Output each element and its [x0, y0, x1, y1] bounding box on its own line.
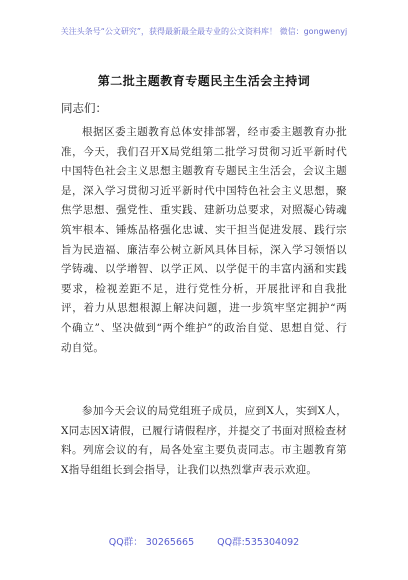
- header-banner: 关注头条号“公文研究”，获得最新最全最专业的公文资料库！ 微信：gongwenyj: [60, 27, 348, 36]
- footer-qq-group-1: QQ群： 30265665: [108, 537, 195, 548]
- body-paragraph: 根据区委主题教育总体安排部署，经市委主题教育办批准，今天，我们召开X局党组第二批学习贯彻习近平新时代中国特色社会主义思想主题教育专题民主生活会，会议主题是，深入学习贯彻习近平新时代中国特色社会主义思想，聚焦学思想、强党性、重实践、建新功总要求，对照凝心铸魂筑牢根本、锤炼品格强化忠诚、实干担当促进发展、践行宗旨为民造福、廉洁奉公树立新风具体目标，深入学习领悟以学铸魂、以学增智、以学正风、以学促干的丰富内涵和实践要求，检视差距不足，进行党性分析，开展批评和自我批评，着力从思想根源上解决问题，进一步筑牢坚定拥护“两个确立”、坚决做到“两个维护”的政治自觉、思想自觉、行动自觉。: [61, 126, 347, 354]
- greeting: 同志们：: [61, 101, 107, 115]
- footer-qq-group-2: QQ群:535304092: [217, 537, 300, 548]
- footer: [0, 534, 408, 548]
- body-paragraph: 参加今天会议的局党组班子成员，应到X人，实到X人，X同志因X请假，已履行请假程序，并提交了书面对照检查材料。列席会议的有，局各处室主要负责同志。市主题教育第X指导组组长到会指导，让我们以热烈掌声表示欢迎。: [61, 405, 347, 476]
- document-title: 第二批主题教育专题民主生活会主持词: [97, 74, 311, 88]
